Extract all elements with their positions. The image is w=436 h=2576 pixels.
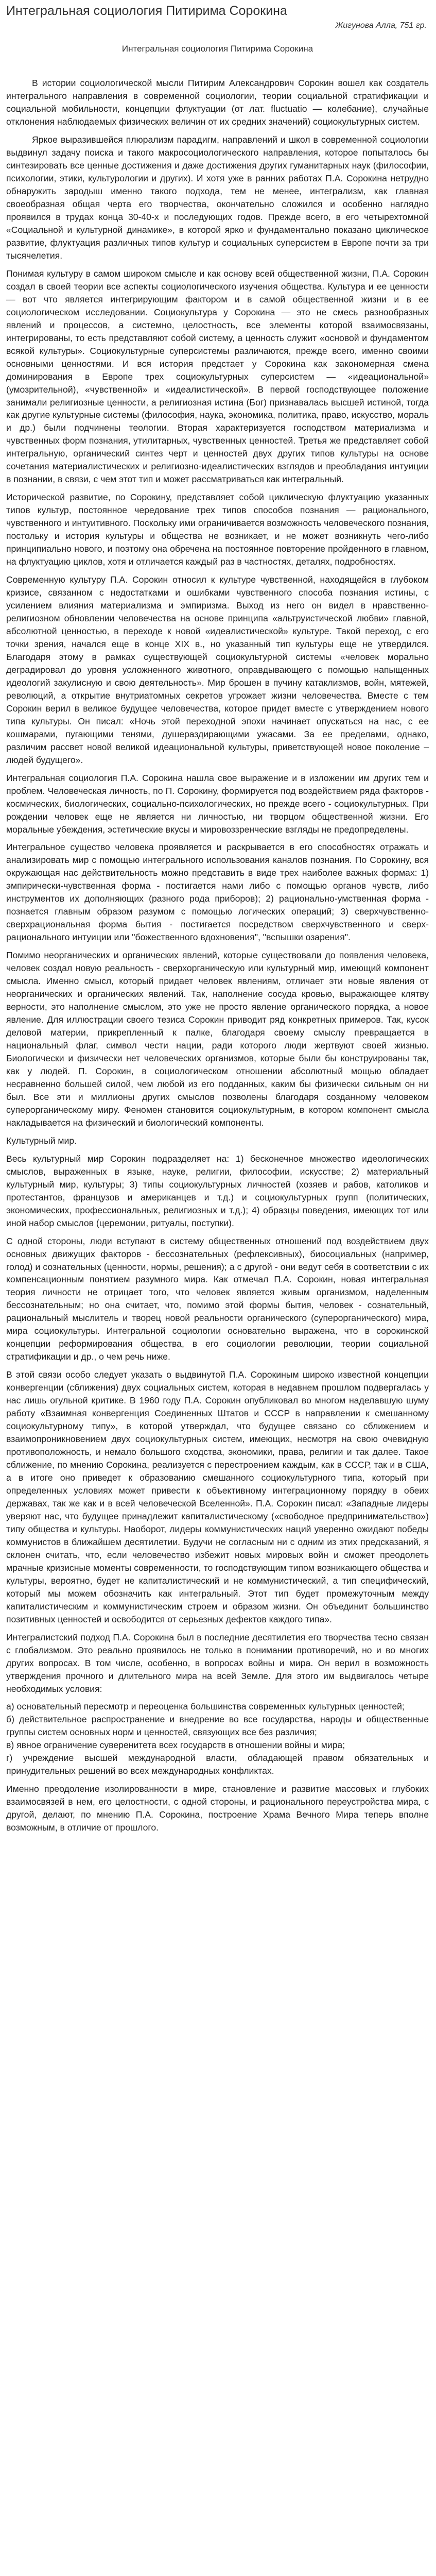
paragraph-convergence: В этой связи особо следует указать о выдвинутой П.А. Сорокиным широко известной концепции конвергенции (сближения) двух социальных систем, которая в недавнем прошлом подвергалась у нас лишь огульной критике. В 1960 году П.А. Сорокин опубликовал во многом наделавшую шуму работу «Взаимная конвергенция Соединенных Штатов и СССР в направлении к смешанному социокультурному типу», в которой утверждал, что будущее связано со сближением и взаимопроникновением двух социокультурных систем, имеющих, несмотря на свою очевидную противоположность, и немало большого сходства, экономики, права, религии и так далее. Такое сближение, по мнению Сорокина, реализуется с перестроением каждым, как в СССР, так и в США, а в итоге оно приведет к образованию смешанного социокультурного типа, который при определенных условиях может привести к объективному интеграционному порядку в обеих державах, так же как и в всей человеческой Вселенной». П.А. Сорокин писал: «Западные лидеры уверяют нас, что будущее принадлежит капиталистическому («свободное предпринимательство») типу общества и культуры. Наоборот, лидеры коммунистических наций уверенно ожидают победы коммунистов в ближайшем десятилетии. Будучи не согласным ни с одним из этих предсказаний, я склонен считать, что, если человечество избежит новых мировых войн и сможет преодолеть мрачные кризисные моменты современности, то господствующим типом возникающего общества и культуры, вероятно, будет не капиталистический и не коммунистический, а тип специфический, который мы можем обозначить как интегральный. Этот тип будет промежуточным между капиталистическим и коммунистическим строем и образом жизни. Он объединит большинство позитивных ценностей и освободится от серьезных дефектов каждого типа».: [6, 1369, 429, 1624]
paragraph-conclusion: Именно преодоление изолированности в мире, становление и развитие массовых и глубоких взаимосвязей в нем, его целостности, с одной стороны, и рационального переустройства мира, с другой, делают, по мнению П.А. Сорокина, построение Храма Вечного Мира теперь вполне возможным, в отличие от прошлого.: [6, 1784, 429, 1833]
paragraph-superorganic: Помимо неорганических и органических явлений, которые существовали до появления человека, человек создал новую реальность - сверхорганическую или культурный мир, имеющий компонент смысла. Именно смысл, который придает человек явлениям, отличает эти новые явления от неорганических и органических явлений. Так, наполнение сосуда кровью, выражающее клятву верности, это наполнение смыслом, это уже не просто явление органического порядка, а новое явление. Для иллюстрации своего тезиса Сорокин приводит ряд конкретных примеров. Так, кусок деловой материи, прикрепленный к палке, благодаря своему смыслу превращается в национальный флаг, символ чести нации, ради которого люди жертвуют своей жизнью. Биологически и физически нет человеческих организмов, которые были бы конструированы так, как у людей. П. Сорокин, в социологическом отношении абсолютный мощью обладает несравненно большей силой, чем любой из его подданных, каким бы физически сильным он ни был. Все эти и миллионы других смыслов позволены благодаря созданному человеком суперорганическому миру. Феномен становится социокультурным, в котором компонент смысла накладывается на физический и биологический компоненты.: [6, 950, 429, 1128]
list-item: б) действительное распространение и внедрение во все государства, народы и общественные группы систем основных норм и ценностей, связующих все без различия;: [6, 1714, 429, 1738]
paragraph-intro: В истории социологической мысли Питирим Александрович Сорокин вошел как создатель интегрального направления в современной социологии, теории социальной стратификации и социальной мобильности, концепции флуктуации (от лат. fluctuatio — колебание), случайные отклонения наблюдаемых физических величин от их средних значений) социокультурных систем.: [6, 78, 429, 127]
document-subtitle: Интегральная социология Питирима Сорокина: [121, 44, 313, 54]
paragraph-pluralism: Яркое выразившейся плюрализм парадигм, направлений и школ в современной социологии выдвинул задачу поиска и такого макросоциологического направления, которое попыталось бы синтезировать все ценные достижения и даже достижения других гуманитарных наук (философии, психологии, этики, культурологии и других). И хотя уже в ранних работах П.А. Сорокина нетрудно обнаружить зародыш именно такого подхода, тем не менее, интегрализм, как главная своеобразная общая черта его творчества, окончательно сложился и особенно наглядно проявился в трудах конца 30-40-х и последующих годов. Прежде всего, в его четырехтомной «Социальной и культурной динамике», в которой ярко и фундаментально показано циклическое развитие, флуктуация различных типов культур и социальных суперсистем в Европе почти за три тысячелетия.: [6, 134, 429, 261]
paragraph-cognition-channels: Интегральное существо человека проявляется и раскрывается в его способностях отражать и анализировать мир с помощью интегрального использования каналов познания. По Сорокину, вся окружающая нас действительность можно представить в виде трех наиболее важных формах: 1) эмпирически-чувственная форма - постигается нами либо с помощью органов чувств, либо инструментов их дополняющих (разного рода приборов); 2) рационально-умственная форма - познается главным образом разумом с помощью логических операций; 3) сверхчувственно-сверхрациональная форма бытия - постигается посредством сверхчувственного и сверх-рационального интуиции или "божественного вдохновения", "вспышки озарения".: [6, 842, 429, 943]
paragraph-culture: Понимая культуру в самом широком смысле и как основу всей общественной жизни, П.А. Сорокин создал в своей теории все аспекты социологического изучения общества. Культура и ее ценности — вот что является интегрирующим фактором и в самой общественной жизни и в ее социологическом исследовании. Социокультура у Сорокина — это не смесь разнообразных явлений и процессов, а системно, целостность, все элементы которой взаимосвязаны, интегрированы, то есть представляют собой систему, а ценность служит «основой и фундаментом всякой культуры». Социокультурные суперсистемы различаются, прежде всего, именно своими основными ценностями. И вся история предстает у Сорокина как закономерная смена доминирования в Европе трех социокультурных суперсистем — «идеациональной» (умозрительной), «чувственной» и «идеалистической». В первой господствующее положение занимали религиозные ценности, а религиозная истина (Бог) признавалась высшей истиной, тогда как другие культурные системы (философия, наука, экономика, политика, право, искусство, мораль и др.) были подчинены теологии. Вторая характеризуется господством материализма и чувственных форм познания, утилитарных, чувственных ценностей. Третья же представляет собой интегральную, органический синтез черт и ценностей двух других типов культуры на основе сочетания материалистических и религиозно-идеалистических взглядов и преобладания интуиции в познании, в связи, с чем этот тип и может рассматриваться как интегральный.: [6, 268, 429, 485]
list-item: г) учреждение высшей международной власти, обладающей правом обязательных и принудительных решений во всех международных конфликтах.: [6, 1753, 429, 1776]
paragraph-historical-development: Исторической развитие, по Сорокину, представляет собой циклическую флуктуацию указанных типов культур, постоянное чередование трех типов способов познания — рационального, чувственного и интуитивного. Поскольку ими ограничивается возможность человеческого познания, постольку и история культуры и общества не возникает, и не может возникнуть чего-либо принципиально нового, и поэтому она обречена на постоянное повторение пройденного в главном, на флуктуацию циклов, хотя и отличается каждый раз в частностях, деталях, подробностях.: [6, 492, 429, 567]
list-item: а) основательный пересмотр и переоценка большинства современных культурных ценностей;: [6, 1701, 405, 1712]
paragraph-globalism: Интегралистский подход П.А. Сорокина был в последние десятилетия его творчества тесно связан с глобализмом. Это реально проявилось не только в понимании противоречий, но и во многих других вопросах. В том числе, особенно, в вопросах войны и мира. Он верил в возможность утверждения прочного и длительного мира на всей Земле. Для этого им выдвигалось четыре необходимых условия:: [6, 1632, 429, 1694]
author-line: Жигунова Алла, 751 гр.: [335, 21, 427, 30]
paragraph-social-relations: С одной стороны, люди вступают в систему общественных отношений под воздействием двух основных движущих факторов - бессознательных (рефлексивных), биосоциальных (например, голод) и сознательных (ценности, нормы, решения); а с другой - они ведут себя в соответствии с их компенсационным понятием разумного мира. Как отмечал П.А. Сорокин, новая интегральная теория личности не отрицает того, что человек является живым организмом, наделенным бессознательным; но она считает, что, помимо этой формы бытия, человек - сознательный, рациональный мыслитель и творец новой реальности органического (суперорганического) мира, мира социокультуры. Интегральной социологии основательно выражена, что в сорокинской концепции реформирования общества, в его социологии революции, теории социальной стратификации и др., о чем речь ниже.: [6, 1235, 429, 1362]
list-item: в) явное ограничение суверенитета всех государств в отношении войны и мира;: [6, 1740, 345, 1751]
paragraph-modern-culture: Современную культуру П.А. Сорокин относил к культуре чувственной, находящейся в глубоком кризисе, связанном с недостатками и ошибками чувственного способа познания истины, с усилением влияния материализма и эмпиризма. Выход из него он видел в нравственно-религиозном обновлении человечества на основе принципа «альтруистической любви» главной, абсолютной ценностью, в переходе к новой «идеалистической» культуре. Такой переход, с его точки зрения, начался еще в конце XIX в., но указанный тип культуры еще не утвердился. Благодаря этому в рамках существующей социокультурной системы «человек морально деградировал до уровня усложненного животного, оправдывающего с помощью напыщенных идеологий закулисную и свою деятельность». Мир брошен в пучину катаклизмов, войн, мятежей, революций, а открытие внутриатомных секретов угрожает жизни человечества. Вместе с тем Сорокин верил в великое будущее человечества, которое придет вместе с утверждением нового типа культуры. Он писал: «Ночь этой переходной эпохи начинает опускаться на нас, с ее кошмарами, пугающими тенями, душераздирающими ужасами. За ее пределами, однако, различим рассвет новой великой идеациональной культуры, приветствующей новое поколение – людей будущего».: [6, 574, 429, 765]
section-heading-cultural-world: Культурный мир.: [6, 1135, 77, 1146]
paragraph-personality: Интегральная социология П.А. Сорокина нашла свое выражение и в изложении им других тем и проблем. Человеческая личность, по П. Сорокину, формируется под воздействием ряда факторов - космических, биологических, социально-психологических, но прежде всего - социокультурных. При рождении человек еще не является ни личностью, ни творцом общественной жизни. Его моральные убеждения, эстетические вкусы и мировоззренческие взгляды не предопределены.: [6, 772, 429, 835]
paragraph-cultural-world: Весь культурный мир Сорокин подразделяет на: 1) бесконечное множество идеологических смыслов, выраженных в языке, науке, религии, философии, искусстве; 2) материальный культурный мир, культуры; 3) типы социокультурных личностей (хозяев и рабов, католиков и протестантов, французов и американцев и т.д.) и социокультурных групп (политических, экономических, профессиональных, религиозных и т.д.); 4) образцы поведения, имеющих тот или иной набор смыслов (церемонии, ритуалы, поступки).: [6, 1153, 429, 1228]
document-title: Интегральная социология Питирима Сорокина: [6, 4, 287, 18]
peace-conditions-list: [6, 1700, 429, 1777]
